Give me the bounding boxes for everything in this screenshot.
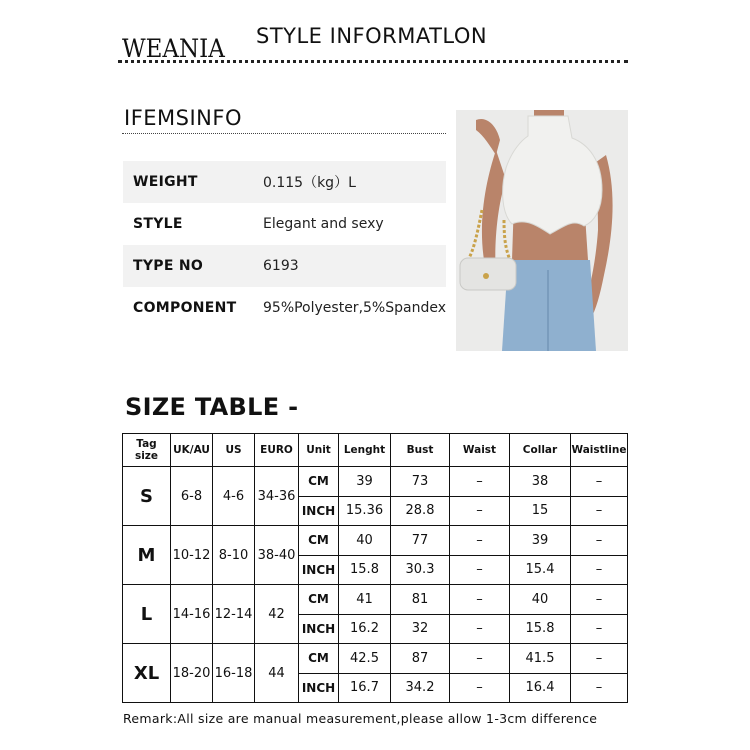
waistline-cell: – (571, 585, 628, 615)
collar-cell: 15.8 (510, 614, 571, 644)
length-cell: 39 (339, 467, 391, 497)
waist-cell: – (450, 673, 510, 703)
collar-cell: 16.4 (510, 673, 571, 703)
unit-cell: CM (299, 526, 339, 556)
waistline-cell: – (571, 614, 628, 644)
collar-cell: 38 (510, 467, 571, 497)
column-header-waistline: Waistline (571, 434, 628, 467)
table-row (123, 585, 628, 615)
uk-size-cell: 14-16 (171, 585, 213, 644)
column-header-euro: EURO (255, 434, 299, 467)
brand-logo: WEANIA (122, 34, 225, 63)
bust-cell: 34.2 (391, 673, 450, 703)
bust-cell: 32 (391, 614, 450, 644)
waistline-cell: – (571, 555, 628, 585)
column-header-length: Lenght (339, 434, 391, 467)
info-label: WEIGHT (133, 174, 198, 190)
waistline-cell: – (571, 644, 628, 674)
info-label: COMPONENT (133, 300, 237, 316)
size-tag-cell: M (123, 526, 171, 585)
info-table (123, 161, 446, 329)
column-header-us: US (213, 434, 255, 467)
waist-cell: – (450, 496, 510, 526)
bust-cell: 28.8 (391, 496, 450, 526)
waistline-cell: – (571, 467, 628, 497)
uk-size-cell: 18-20 (171, 644, 213, 703)
bust-cell: 77 (391, 526, 450, 556)
table-row (123, 467, 628, 497)
info-value: 6193 (263, 258, 299, 274)
length-cell: 16.7 (339, 673, 391, 703)
page-title: STYLE INFORMATLON (256, 24, 488, 48)
waist-cell: – (450, 467, 510, 497)
unit-cell: INCH (299, 555, 339, 585)
euro-size-cell: 44 (255, 644, 299, 703)
size-tag-cell: XL (123, 644, 171, 703)
size-table (122, 433, 628, 703)
remark-note: Remark:All size are manual measurement,please allow 1-3cm difference (123, 711, 598, 726)
column-header-collar: Collar (510, 434, 571, 467)
info-heading: IFEMSINFO (124, 106, 243, 130)
size-table-header-row (123, 434, 628, 467)
uk-size-cell: 6-8 (171, 467, 213, 526)
unit-cell: CM (299, 585, 339, 615)
model-illustration (456, 110, 628, 351)
waist-cell: – (450, 526, 510, 556)
unit-cell: CM (299, 644, 339, 674)
info-value: 95%Polyester,5%Spandex (263, 300, 446, 316)
length-cell: 42.5 (339, 644, 391, 674)
length-cell: 16.2 (339, 614, 391, 644)
waistline-cell: – (571, 526, 628, 556)
unit-cell: CM (299, 467, 339, 497)
header-divider (118, 60, 628, 63)
unit-cell: INCH (299, 673, 339, 703)
waist-cell: – (450, 644, 510, 674)
us-size-cell: 16-18 (213, 644, 255, 703)
bust-cell: 87 (391, 644, 450, 674)
waist-cell: – (450, 614, 510, 644)
length-cell: 15.8 (339, 555, 391, 585)
waist-cell: – (450, 555, 510, 585)
info-label: TYPE NO (133, 258, 204, 274)
euro-size-cell: 42 (255, 585, 299, 644)
size-tag-cell: L (123, 585, 171, 644)
collar-cell: 40 (510, 585, 571, 615)
unit-cell: INCH (299, 496, 339, 526)
product-photo (456, 110, 628, 351)
info-label: STYLE (133, 216, 183, 232)
bust-cell: 73 (391, 467, 450, 497)
column-header-unit: Unit (299, 434, 339, 467)
info-value: Elegant and sexy (263, 216, 384, 232)
bust-cell: 81 (391, 585, 450, 615)
size-table-heading: SIZE TABLE - (125, 393, 299, 421)
length-cell: 41 (339, 585, 391, 615)
column-header-tag-size: Tag size (123, 434, 171, 467)
us-size-cell: 12-14 (213, 585, 255, 644)
info-divider (122, 133, 446, 134)
waist-cell: – (450, 585, 510, 615)
info-row-weight (123, 161, 446, 203)
collar-cell: 39 (510, 526, 571, 556)
info-row-type-no (123, 245, 446, 287)
info-row-style (123, 203, 446, 245)
info-row-component (123, 287, 446, 329)
euro-size-cell: 34-36 (255, 467, 299, 526)
table-row (123, 644, 628, 674)
us-size-cell: 4-6 (213, 467, 255, 526)
collar-cell: 15.4 (510, 555, 571, 585)
us-size-cell: 8-10 (213, 526, 255, 585)
column-header-bust: Bust (391, 434, 450, 467)
collar-cell: 41.5 (510, 644, 571, 674)
length-cell: 15.36 (339, 496, 391, 526)
table-row (123, 526, 628, 556)
size-tag-cell: S (123, 467, 171, 526)
unit-cell: INCH (299, 614, 339, 644)
bust-cell: 30.3 (391, 555, 450, 585)
collar-cell: 15 (510, 496, 571, 526)
euro-size-cell: 38-40 (255, 526, 299, 585)
length-cell: 40 (339, 526, 391, 556)
waistline-cell: – (571, 496, 628, 526)
waistline-cell: – (571, 673, 628, 703)
info-value: 0.115（kg）L (263, 175, 356, 191)
uk-size-cell: 10-12 (171, 526, 213, 585)
column-header-uk-au: UK/AU (171, 434, 213, 467)
column-header-waist: Waist (450, 434, 510, 467)
